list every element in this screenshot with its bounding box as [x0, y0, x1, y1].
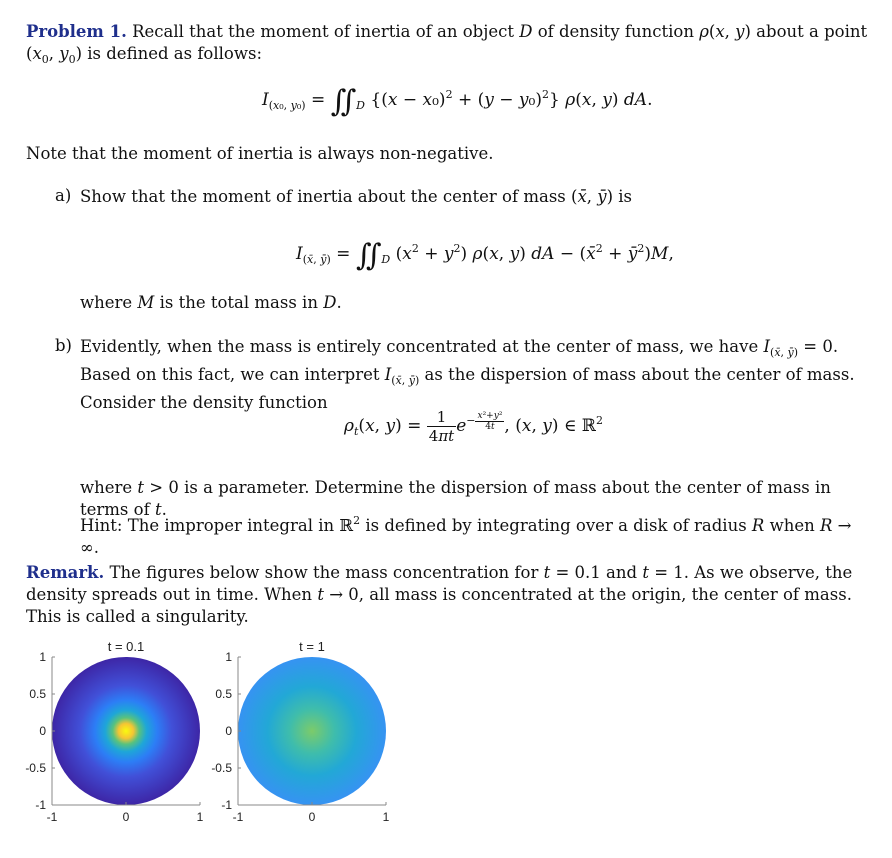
x-tick-label: 1 [196, 810, 204, 824]
x-tick-label: 1 [382, 810, 390, 824]
x-tick-label: 0 [308, 810, 316, 824]
remark-text: The figures below show the mass concentration for t = 0.1 and t = 1. As we observe, the density spreads out in time. When t → 0, all mass is concentrated at the origin, the center of mass. This is called a singularity. [26, 563, 853, 626]
part-a-text: Show that the moment of inertia about the center of mass (x̄, ȳ) is [80, 187, 633, 206]
part-b-hint: Hint: The improper integral in ℝ$^2$ is defined by integrating over a disk of radius R when R → ∞. [80, 514, 852, 557]
chart-panel-2 [211, 639, 389, 824]
part-b-label: b) [55, 336, 72, 355]
note-text: Note that the moment of inertia is always non-negative. [26, 144, 494, 163]
x-tick-label: -1 [232, 810, 244, 824]
y-tick-label: 0.5 [29, 687, 46, 701]
equation-density: $\rho_t(x$, y) = $\frac{1}{4\pi t}$ $e^{- \frac{\text{x²+y²}}{4t}}$ , (x, y) ∈ ℝ$^2$ [344, 408, 604, 445]
y-tick-label: 0 [39, 724, 46, 738]
equation-part-a: $I_{(x̄, ȳ)}$ = $∬_D$ $(x^2 + y^2)$ ρ(x, y) dA − (x̄$^2$ + $ȳ^2)M$, [296, 238, 674, 273]
y-tick-label: 0 [225, 724, 232, 738]
chart-title: t = 0.1 [107, 639, 145, 654]
y-tick-label: -1 [35, 798, 46, 812]
part-b-text: Evidently, when the mass is entirely concentrated at the center of mass, we have $I_{(x̄, ȳ)} = 0$. Based on this fact, we can interpret $I_{(x̄, ȳ)}$ as the dispersion of mass about the center of mass. Consider the density function [80, 337, 855, 412]
part-a-label: a) [55, 186, 72, 205]
x-tick-label: -1 [46, 810, 58, 824]
density-disk [238, 657, 386, 805]
remark-heading: Remark. [26, 563, 105, 582]
remark-paragraph [26, 562, 874, 628]
chart-title: t = 1 [299, 639, 325, 654]
y-tick-label: -0.5 [211, 761, 232, 775]
equation-moment-of-inertia: $I_{(x_0, y_0)}$ = $∬_D$ $\{(x - x_0)^2 + (y - y_0)^2\}$ ρ(x, y) dA. [262, 84, 653, 119]
problem-intro-text: Recall that the moment of inertia of an object D of density function ρ(x, y) about a point ($x_0$, $y_0$) is defined as follows: [26, 22, 868, 66]
part-a-after: where M is the total mass in D. [80, 293, 342, 312]
problem-heading: Problem 1. [26, 22, 127, 41]
y-tick-label: -1 [221, 798, 232, 812]
figures [0, 635, 892, 855]
density-disk [52, 657, 200, 805]
chart-panel-1 [25, 639, 203, 824]
y-tick-label: 1 [39, 650, 46, 664]
problem-intro [26, 21, 876, 71]
part-b-after: where t > 0 is a parameter. Determine the dispersion of mass about the center of mass in terms of t. [80, 478, 831, 519]
y-tick-label: 0.5 [215, 687, 232, 701]
y-tick-label: 1 [225, 650, 232, 664]
y-tick-label: -0.5 [25, 761, 46, 775]
x-tick-label: 0 [122, 810, 130, 824]
